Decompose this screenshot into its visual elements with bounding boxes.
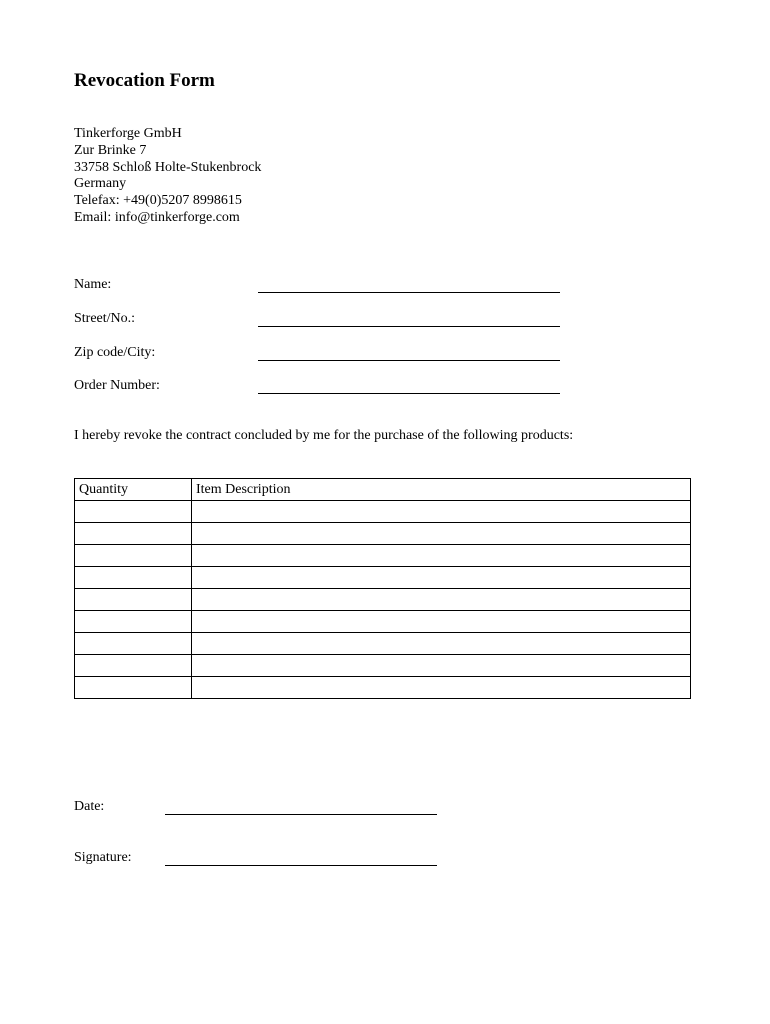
- company-address: [74, 126, 261, 227]
- quantity-cell[interactable]: [75, 523, 192, 545]
- name-label: Name:: [74, 277, 112, 292]
- signature-label: Signature:: [74, 850, 132, 865]
- item-description-cell[interactable]: [192, 611, 691, 633]
- company-name: Tinkerforge GmbH: [74, 126, 182, 141]
- date-input-line[interactable]: [165, 814, 437, 815]
- quantity-cell[interactable]: [75, 633, 192, 655]
- signature-field: [74, 850, 454, 870]
- quantity-cell[interactable]: [75, 611, 192, 633]
- street-input-line[interactable]: [258, 326, 560, 327]
- name-field: [74, 277, 574, 297]
- zip-city-label: Zip code/City:: [74, 345, 156, 360]
- table-row: [75, 501, 691, 523]
- item-description-cell[interactable]: [192, 567, 691, 589]
- quantity-cell[interactable]: [75, 677, 192, 699]
- street-label: Street/No.:: [74, 311, 136, 326]
- table-row: [75, 633, 691, 655]
- table-row: [75, 677, 691, 699]
- table-header-row: [75, 479, 691, 501]
- table-row: [75, 567, 691, 589]
- item-description-cell[interactable]: [192, 523, 691, 545]
- signature-input-line[interactable]: [165, 865, 437, 866]
- item-description-cell[interactable]: [192, 589, 691, 611]
- quantity-cell[interactable]: [75, 655, 192, 677]
- company-city: 33758 Schloß Holte-Stukenbrock: [74, 159, 262, 175]
- order-number-label: Order Number:: [74, 378, 160, 393]
- quantity-header: Quantity: [75, 479, 192, 501]
- zip-city-field: [74, 345, 574, 365]
- table-row: [75, 545, 691, 567]
- company-country: Germany: [74, 176, 127, 192]
- zip-city-input-line[interactable]: [258, 360, 560, 361]
- date-label: Date:: [74, 799, 105, 814]
- table-row: [75, 655, 691, 677]
- item-description-cell[interactable]: [192, 545, 691, 567]
- table-row: [75, 589, 691, 611]
- quantity-cell[interactable]: [75, 589, 192, 611]
- item-description-header: Item Description: [192, 479, 691, 501]
- quantity-cell[interactable]: [75, 567, 192, 589]
- company-email: Email: info@tinkerforge.com: [74, 209, 240, 225]
- date-field: [74, 799, 454, 819]
- company-fax: Telefax: +49(0)5207 8998615: [74, 193, 242, 209]
- revocation-statement: I hereby revoke the contract concluded by me for the purchase of the following products:: [74, 428, 574, 443]
- quantity-cell[interactable]: [75, 545, 192, 567]
- quantity-cell[interactable]: [75, 501, 192, 523]
- item-description-cell[interactable]: [192, 633, 691, 655]
- table-row: [75, 523, 691, 545]
- order-number-input-line[interactable]: [258, 393, 560, 394]
- page-title: Revocation Form: [74, 70, 215, 91]
- order-number-field: [74, 378, 574, 398]
- company-street: Zur Brinke 7: [74, 142, 147, 158]
- street-field: [74, 311, 574, 331]
- table-row: [75, 611, 691, 633]
- item-description-cell[interactable]: [192, 655, 691, 677]
- item-description-cell[interactable]: [192, 501, 691, 523]
- name-input-line[interactable]: [258, 292, 560, 293]
- products-table: [74, 478, 691, 699]
- item-description-cell[interactable]: [192, 677, 691, 699]
